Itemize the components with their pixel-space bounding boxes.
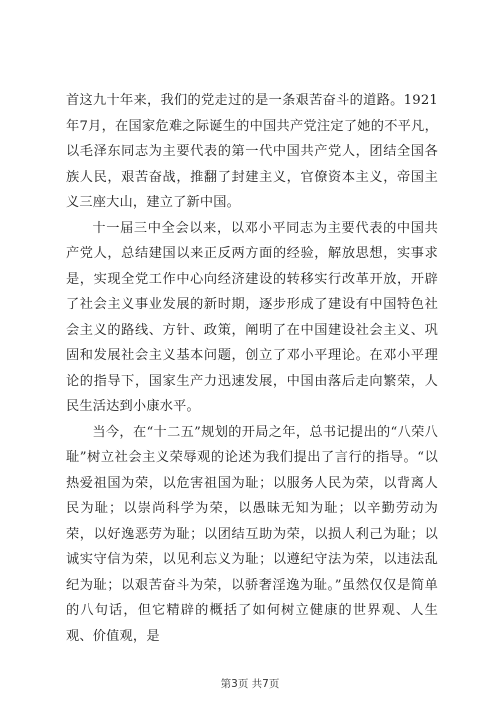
body-text <box>66 88 438 649</box>
page-footer: 第3页 共7页 <box>220 678 280 690</box>
paragraph-reform: 十一届三中全会以来，以邓小平同志为主要代表的中国共产党人，总结建国以来正反两方面的经验，解放思想，实事求是，实现全党工作中心向经济建设的转移实行改革开放，开辟了社会主义事业发展的新时期，逐步形成了建设有中国特色社会主义的路线、方针、政策，阐明了在中国建设社会主义、巩固和发展社会主义基本问题，创立了邓小平理论。在邓小平理论的指导下，国家生产力迅速发展，中国由落后走向繁荣，人民生活达到小康水平。 <box>66 220 438 414</box>
paragraph-continuation: 首这九十年来，我们的党走过的是一条艰苦奋斗的道路。1921年7月，在国家危难之际诞生的中国共产党注定了她的不平凡，以毛泽东同志为主要代表的第一代中国共产党人，团结全国各族人民，艰苦奋战，推翻了封建主义，官僚资本主义，帝国主义三座大山，建立了新中国。 <box>66 93 438 210</box>
paragraph-honor-shame: 当今，在“十二五”规划的开局之年，总书记提出的“八荣八耻”树立社会主义荣辱观的论述为我们提出了言行的指导。“以热爱祖国为荣，以危害祖国为耻；以服务人民为荣，以背离人民为耻；以崇尚科学为荣，以愚昧无知为耻；以辛勤劳动为荣，以好逸恶劳为耻；以团结互助为荣，以损人利己为耻；以诚实守信为荣，以见利忘义为耻；以遵纪守法为荣，以违法乱纪为耻；以艰苦奋斗为荣，以骄奢淫逸为耻。”虽然仅仅是简单的八句话，但它精辟的概括了如何树立健康的世界观、人生观、价值观，是 <box>66 424 438 644</box>
